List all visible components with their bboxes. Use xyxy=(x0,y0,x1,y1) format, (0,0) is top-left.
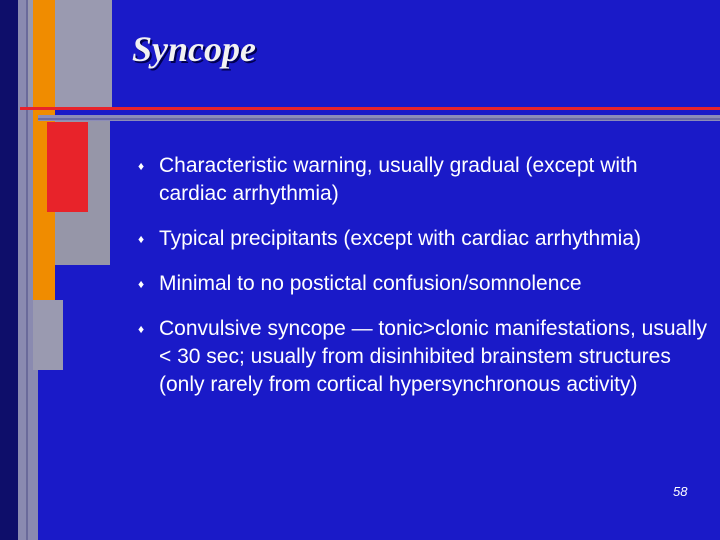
diamond-bullet-icon: ♦ xyxy=(138,232,145,246)
bullet-item xyxy=(138,315,708,399)
diamond-bullet-icon: ♦ xyxy=(138,159,145,173)
bullet-item xyxy=(138,270,708,298)
decor-block-gray-low xyxy=(33,300,63,370)
diamond-bullet-icon: ♦ xyxy=(138,322,145,336)
page-number: 58 xyxy=(673,484,688,499)
decor-bar-dark xyxy=(0,0,18,540)
title-rule-red xyxy=(20,107,720,110)
bullet-item xyxy=(138,152,708,208)
bullet-text: Typical precipitants (except with cardiac arrhythmia) xyxy=(159,227,642,250)
bullet-text: Characteristic warning, usually gradual (except with cardiac arrhythmia) xyxy=(159,154,638,205)
decor-line-vertical xyxy=(26,0,28,540)
bullet-text: Minimal to no postictal confusion/somnolence xyxy=(159,272,582,295)
bullet-list xyxy=(138,152,708,399)
title-rule-gray-inner xyxy=(38,118,720,120)
slide-title: Syncope xyxy=(132,29,256,69)
diamond-bullet-icon: ♦ xyxy=(138,277,145,291)
decor-block-red xyxy=(47,122,88,212)
bullet-item xyxy=(138,225,708,253)
bullet-text: Convulsive syncope — tonic>clonic manifestations, usually < 30 sec; usually from disinhibited brainstem structures (only rarely from cortical hypersynchronous activity) xyxy=(159,317,708,396)
